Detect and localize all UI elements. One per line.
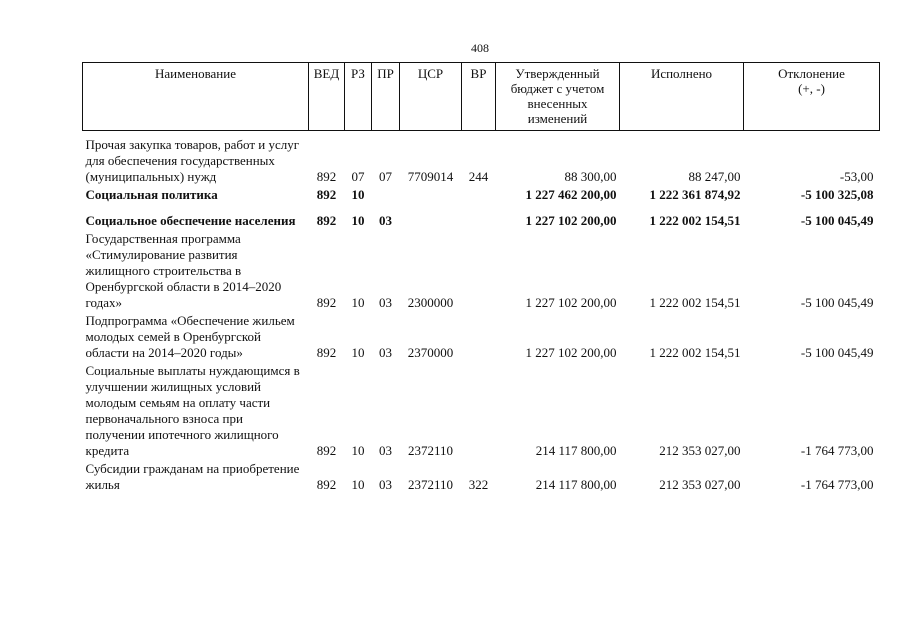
row-deviation: -5 100 325,08 bbox=[800, 187, 874, 202]
column-header-pr: ПР bbox=[372, 63, 400, 131]
row-ved: 892 bbox=[316, 213, 337, 228]
row-name: Государственная программа «Стимулирование развития жилищного строительства в Оренбургской области в 2014–2020 годах» bbox=[85, 231, 282, 310]
column-header-deviation: Отклонение (+, -) bbox=[744, 63, 880, 131]
row-executed: 1 222 002 154,51 bbox=[649, 213, 741, 228]
row-vr bbox=[462, 363, 496, 461]
row-executed: 1 222 002 154,51 bbox=[649, 295, 741, 310]
row-rz: 10 bbox=[351, 345, 365, 360]
row-csr bbox=[400, 187, 462, 205]
row-pr: 03 bbox=[379, 443, 392, 458]
row-rz: 10 bbox=[351, 213, 365, 228]
row-pr: 03 bbox=[379, 477, 392, 492]
table-row bbox=[83, 363, 880, 461]
row-executed: 212 353 027,00 bbox=[659, 477, 741, 492]
row-approved: 1 227 102 200,00 bbox=[525, 213, 617, 228]
row-vr bbox=[462, 205, 496, 231]
row-csr: 2372110 bbox=[407, 477, 454, 492]
row-approved: 1 227 462 200,00 bbox=[525, 187, 617, 202]
row-ved: 892 bbox=[316, 477, 337, 492]
row-name: Прочая закупка товаров, работ и услуг для обеспечения государственных (муниципальных) нужд bbox=[85, 137, 300, 184]
row-name: Подпрограмма «Обеспечение жильем молодых семей в Оренбургской области на 2014–2020 годы» bbox=[85, 313, 295, 360]
row-ved: 892 bbox=[316, 443, 337, 458]
table-row bbox=[83, 131, 880, 188]
column-header-vr: ВР bbox=[462, 63, 496, 131]
row-pr: 03 bbox=[379, 213, 392, 228]
row-deviation: -5 100 045,49 bbox=[800, 213, 874, 228]
row-ved: 892 bbox=[316, 295, 337, 310]
row-pr: 03 bbox=[379, 295, 392, 310]
row-vr bbox=[462, 231, 496, 313]
row-name: Субсидии гражданам на приобретение жилья bbox=[85, 461, 300, 492]
row-approved: 214 117 800,00 bbox=[535, 477, 617, 492]
row-rz: 10 bbox=[351, 477, 365, 492]
row-ved: 892 bbox=[316, 169, 337, 184]
row-executed: 1 222 361 874,92 bbox=[649, 187, 741, 202]
page-number: 408 bbox=[471, 41, 489, 55]
row-pr: 07 bbox=[379, 169, 392, 184]
table-row bbox=[83, 461, 880, 495]
column-header-rz: РЗ bbox=[345, 63, 372, 131]
row-ved: 892 bbox=[316, 345, 337, 360]
row-approved: 1 227 102 200,00 bbox=[525, 345, 617, 360]
row-rz: 10 bbox=[351, 295, 365, 310]
column-header-name: Наименование bbox=[83, 63, 309, 131]
row-pr: 03 bbox=[379, 345, 392, 360]
row-name: Социальная политика bbox=[85, 187, 218, 202]
column-header-executed: Исполнено bbox=[620, 63, 744, 131]
row-csr: 2370000 bbox=[407, 345, 454, 360]
column-header-approved: Утвержденный бюджет с учетом внесенных изменений bbox=[496, 63, 620, 131]
row-deviation: -53,00 bbox=[839, 169, 874, 184]
column-header-ved: ВЕД bbox=[309, 63, 345, 131]
row-csr: 2372110 bbox=[407, 443, 454, 458]
row-vr: 322 bbox=[468, 477, 489, 492]
row-executed: 1 222 002 154,51 bbox=[649, 345, 741, 360]
row-ved: 892 bbox=[316, 187, 337, 202]
row-rz: 10 bbox=[351, 187, 365, 202]
row-csr: 2300000 bbox=[407, 295, 454, 310]
table-header-row bbox=[83, 63, 880, 131]
budget-table bbox=[82, 62, 880, 495]
table-row bbox=[83, 313, 880, 363]
row-name: Социальные выплаты нуждающимся в улучшении жилищных условий молодым семьям на оплату части первоначального взноса при получении ипотечного жилищного кредита bbox=[85, 363, 300, 458]
row-approved: 1 227 102 200,00 bbox=[525, 295, 617, 310]
row-pr bbox=[372, 187, 400, 205]
table-row bbox=[83, 231, 880, 313]
row-csr bbox=[400, 205, 462, 231]
row-csr: 7709014 bbox=[407, 169, 454, 184]
row-deviation: -5 100 045,49 bbox=[800, 345, 874, 360]
row-rz: 07 bbox=[351, 169, 365, 184]
row-name: Социальное обеспечение населения bbox=[85, 213, 296, 228]
row-deviation: -1 764 773,00 bbox=[800, 477, 874, 492]
row-executed: 212 353 027,00 bbox=[659, 443, 741, 458]
row-vr: 244 bbox=[468, 169, 489, 184]
row-vr bbox=[462, 187, 496, 205]
table-row bbox=[83, 187, 880, 205]
row-rz: 10 bbox=[351, 443, 365, 458]
column-header-csr: ЦСР bbox=[400, 63, 462, 131]
table-row bbox=[83, 205, 880, 231]
row-vr bbox=[462, 313, 496, 363]
row-executed: 88 247,00 bbox=[688, 169, 741, 184]
row-approved: 214 117 800,00 bbox=[535, 443, 617, 458]
row-deviation: -5 100 045,49 bbox=[800, 295, 874, 310]
row-deviation: -1 764 773,00 bbox=[800, 443, 874, 458]
row-approved: 88 300,00 bbox=[564, 169, 617, 184]
